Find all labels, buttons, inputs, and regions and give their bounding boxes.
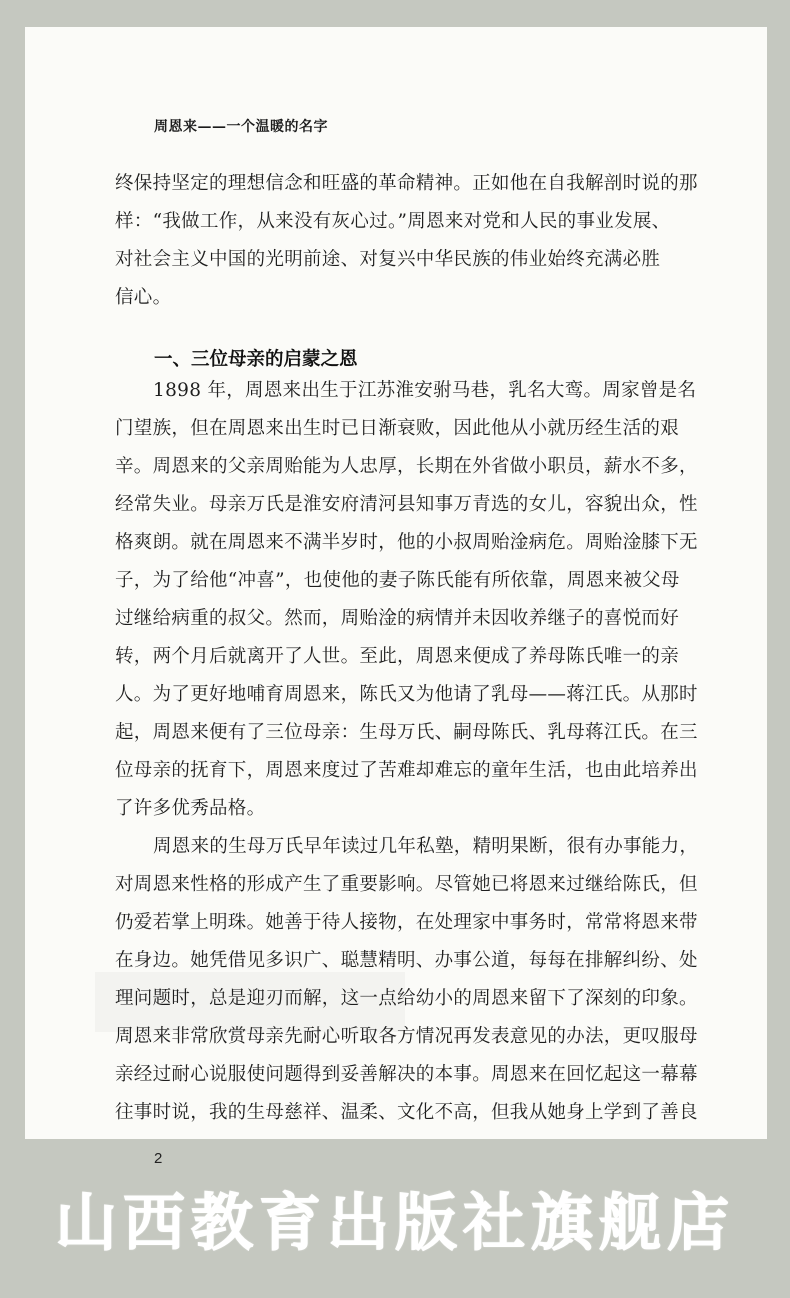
text-line: 仍爱若掌上明珠。她善于待人接物，在处理家中事务时，常常将恩来带 [115, 912, 698, 933]
shop-name: 山西教育出版社旗舰店 [54, 1185, 735, 1259]
intro-paragraph [115, 165, 705, 317]
text-line: 周恩来非常欣赏母亲先耐心听取各方情况再发表意见的办法，更叹服母 [115, 1026, 698, 1047]
text-line: 辛。周恩来的父亲周贻能为人忠厚，长期在外省做小职员，薪水不多， [115, 456, 698, 477]
text-line: 了许多优秀品格。 [115, 798, 266, 819]
text-line: 经常失业。母亲万氏是淮安府清河县知事万青选的女儿，容貌出众，性 [115, 494, 698, 515]
text-line: 子，为了给他“冲喜”，也使他的妻子陈氏能有所依靠，周恩来被父母 [115, 570, 680, 591]
text-line: 对周恩来性格的形成产生了重要影响。尽管她已将恩来过继给陈氏，但 [115, 874, 698, 895]
text-line: 格爽朗。就在周恩来不满半岁时，他的小叔周贻淦病危。周贻淦膝下无 [115, 532, 698, 553]
text-line: 门望族，但在周恩来出生时已日渐衰败，因此他从小就历经生活的艰 [115, 418, 680, 439]
text-line: 周恩来的生母万氏早年读过几年私塾，精明果断，很有办事能力， [153, 836, 699, 857]
text-line: 1898 年，周恩来出生于江苏淮安驸马巷，乳名大鸾。周家曾是名 [153, 380, 697, 401]
running-header: 周恩来——一个温暖的名字 [154, 119, 328, 135]
book-page [25, 27, 767, 1167]
text-line: 过继给病重的叔父。然而，周贻淦的病情并未因收养继子的喜悦而好 [115, 608, 680, 629]
text-line: 样：“我做工作，从来没有灰心过。”周恩来对党和人民的事业发展、 [115, 211, 671, 232]
paragraph-2 [115, 828, 705, 1132]
text-line: 往事时说，我的生母慈祥、温柔、文化不高，但我从她身上学到了善良 [115, 1102, 698, 1123]
text-line: 信心。 [115, 287, 172, 308]
text-line: 位母亲的抚育下，周恩来度过了苦难却难忘的童年生活，也由此培养出 [115, 760, 698, 781]
text-line: 起，周恩来便有了三位母亲：生母万氏、嗣母陈氏、乳母蒋江氏。在三 [115, 722, 698, 743]
section-heading: 一、三位母亲的启蒙之恩 [154, 349, 358, 370]
text-line: 在身边。她凭借见多识广、聪慧精明、办事公道，每每在排解纠纷、处 [115, 950, 698, 971]
page-number: 2 [154, 1150, 163, 1167]
paragraph-1 [115, 372, 705, 828]
shop-banner [0, 1162, 790, 1272]
text-line: 人。为了更好地哺育周恩来，陈氏又为他请了乳母——蒋江氏。从那时 [115, 684, 698, 705]
text-line: 理问题时，总是迎刃而解，这一点给幼小的周恩来留下了深刻的印象。 [115, 988, 698, 1009]
text-line: 终保持坚定的理想信念和旺盛的革命精神。正如他在自我解剖时说的那 [115, 173, 698, 194]
text-line: 转，两个月后就离开了人世。至此，周恩来便成了养母陈氏唯一的亲 [115, 646, 680, 667]
text-line: 亲经过耐心说服使问题得到妥善解决的本事。周恩来在回忆起这一幕幕 [115, 1064, 698, 1085]
text-line: 对社会主义中国的光明前途、对复兴中华民族的伟业始终充满必胜 [115, 249, 661, 270]
